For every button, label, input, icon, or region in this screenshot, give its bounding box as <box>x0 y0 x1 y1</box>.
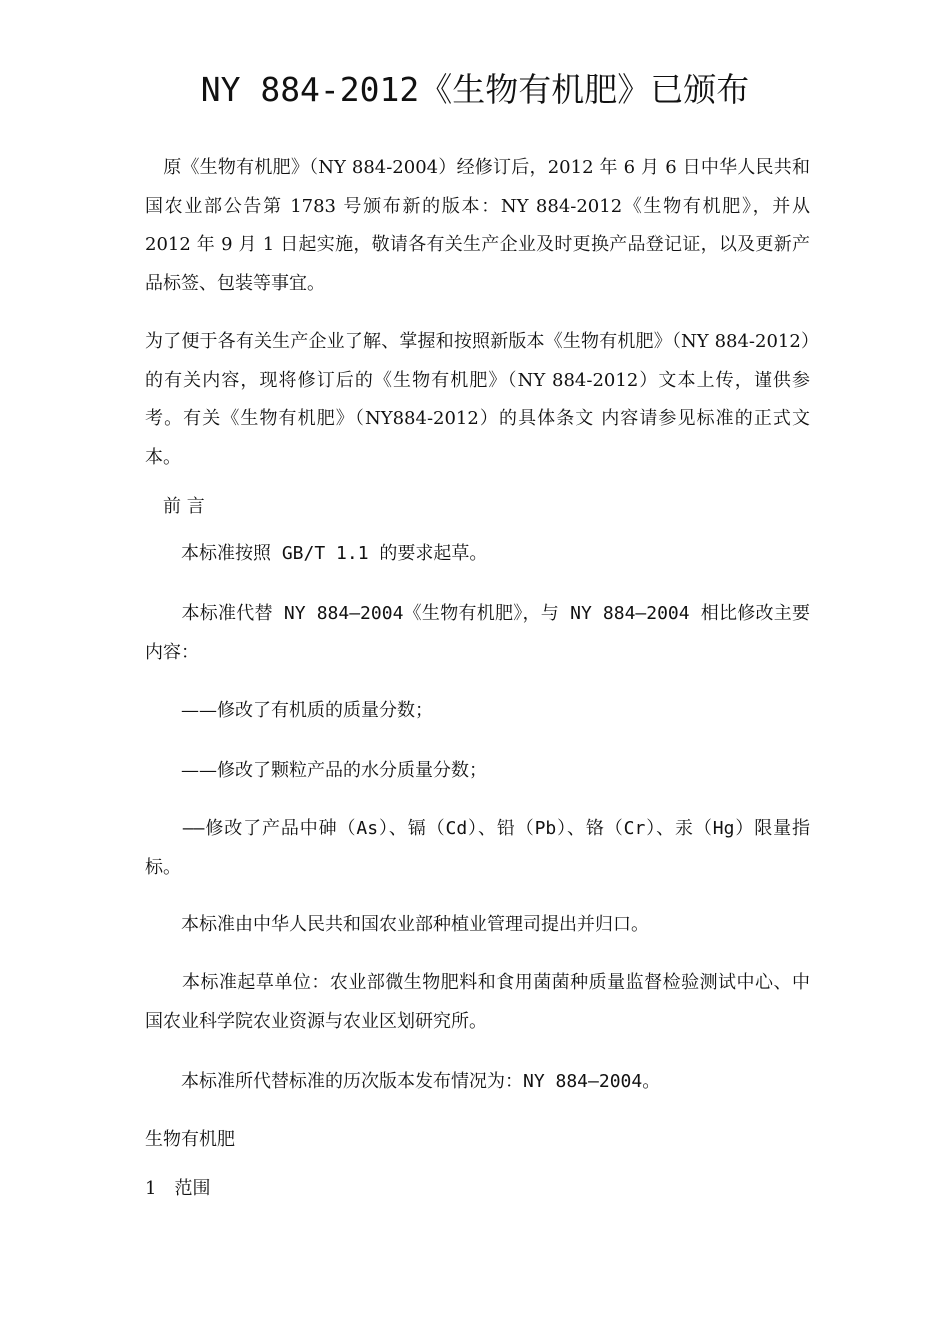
paragraph-drafting-rules: 本标准按照 GB/T 1.1 的要求起草。 <box>145 543 488 564</box>
section-1-scope-heading: 1 范围 <box>145 1178 211 1199</box>
paragraph-drafting-units: 本标准起草单位：农业部微生物肥料和食用菌菌种质量监督检验测试中心、中国农业科学院农业资源与农业区划研究所。 <box>145 972 810 1032</box>
section-title: 生物有机肥 <box>145 1129 235 1150</box>
paragraph-previous-versions: 本标准所代替标准的历次版本发布情况为：NY 884—2004。 <box>145 1071 661 1092</box>
foreword-heading: 前 言 <box>145 496 205 517</box>
change-item-heavy-metals: ——修改了产品中砷（As）、镉（Cd）、铅（Pb）、铬（Cr）、汞（Hg）限量指标。 <box>145 818 810 878</box>
paragraph-proposed-by: 本标准由中华人民共和国农业部种植业管理司提出并归口。 <box>145 914 649 935</box>
paragraph-upload-notice: 为了便于各有关生产企业了解、掌握和按照新版本《生物有机肥》（NY 884-2012）的有关内容，现将修订后的《生物有机肥》（NY 884-2012）文本上传，谨供参考。有关《生物有机肥》（NY884-2012）的具体条文 内容请参见标准的正式文本。 <box>145 331 810 468</box>
paragraph-revision-notice: 原《生物有机肥》（NY 884-2004）经修订后，2012 年 6 月 6 日中华人民共和国农业部公告第 1783 号颁布新的版本：NY 884-2012《生物有机肥》，并从 2012 年 9 月 1 日起实施，敬请各有关生产企业及时更换产品登记证，以及更新产品标签、包装等事宜。 <box>145 157 810 294</box>
paragraph-replaces-standard: 本标准代替 NY 884—2004《生物有机肥》，与 NY 884—2004 相比修改主要内容： <box>145 603 810 663</box>
change-item-organic-matter: ——修改了有机质的质量分数； <box>145 700 433 721</box>
document-title: NY 884-2012《生物有机肥》已颁布 <box>200 70 750 109</box>
change-item-moisture: ——修改了颗粒产品的水分质量分数； <box>145 760 487 781</box>
